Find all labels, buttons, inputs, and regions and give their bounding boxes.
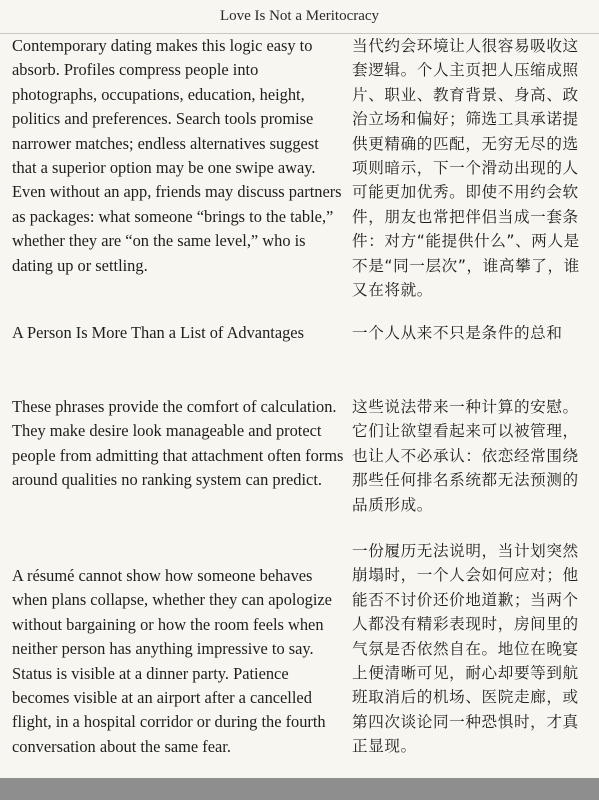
- english-paragraph-dating: Contemporary dating makes this logic easy to absorb. Profiles compress people into photographs, occupations, education, height, politics and preferences. Search tools promise narrower matches; endless alternatives suggest that a superior option may be one swipe away. Even without an app, friends may discuss partners as packages: what someone “brings to the table,” whether they are “on the same level,” who is dating up or settling.: [12, 36, 342, 275]
- chinese-section-heading: 一个人从来不只是条件的总和: [352, 324, 563, 342]
- chinese-paragraph-calculation: 这些说法带来一种计算的安慰。它们让欲望看起来可以被管理，也让人不必承认：依恋经常围绕那些任何排名系统都无法预测的品质形成。: [352, 398, 579, 514]
- page-title: Love Is Not a Meritocracy: [219, 8, 380, 24]
- bottom-bar: [0, 778, 599, 800]
- english-paragraph-calculation: These phrases provide the comfort of calculation. They make desire look manageable and protect people from admitting that attachment often forms around qualities no ranking system can predict.: [12, 397, 344, 490]
- english-section-heading: A Person Is More Than a List of Advantages: [12, 323, 304, 342]
- chinese-paragraph-resume: 一份履历无法说明，当计划突然崩塌时，一个人会如何应对；他能否不讨价还价地道歉；当两个人都没有精彩表现时，房间里的气氛是否依然自在。地位在晚宴上便清晰可见，耐心却要等到航班取消后的机场、医院走廊，或第四次谈论同一种恐惧时，才真正显现。: [352, 542, 579, 756]
- page-header: [0, 0, 599, 34]
- english-paragraph-resume: A résumé cannot show how someone behaves when plans collapse, whether they can apologize without bargaining or how the room feels when neither person has anything impressive to say. Status is visible at a dinner party. Patience becomes visible at an airport after a cancelled flight, in a hospital corridor or during the fourth conversation about the same fear.: [12, 566, 332, 756]
- chinese-paragraph-dating: 当代约会环境让人很容易吸收这套逻辑。个人主页把人压缩成照片、职业、教育背景、身高、政治立场和偏好；筛选工具承诺提供更精确的匹配，无穷无尽的选项则暗示，下一个滑动出现的人可能更加优秀。即使不用约会软件，朋友也常把伴侣当成一套条件：对方“能提供什么”、两人是不是“同一层次”，谁高攀了，谁又在将就。: [352, 37, 580, 300]
